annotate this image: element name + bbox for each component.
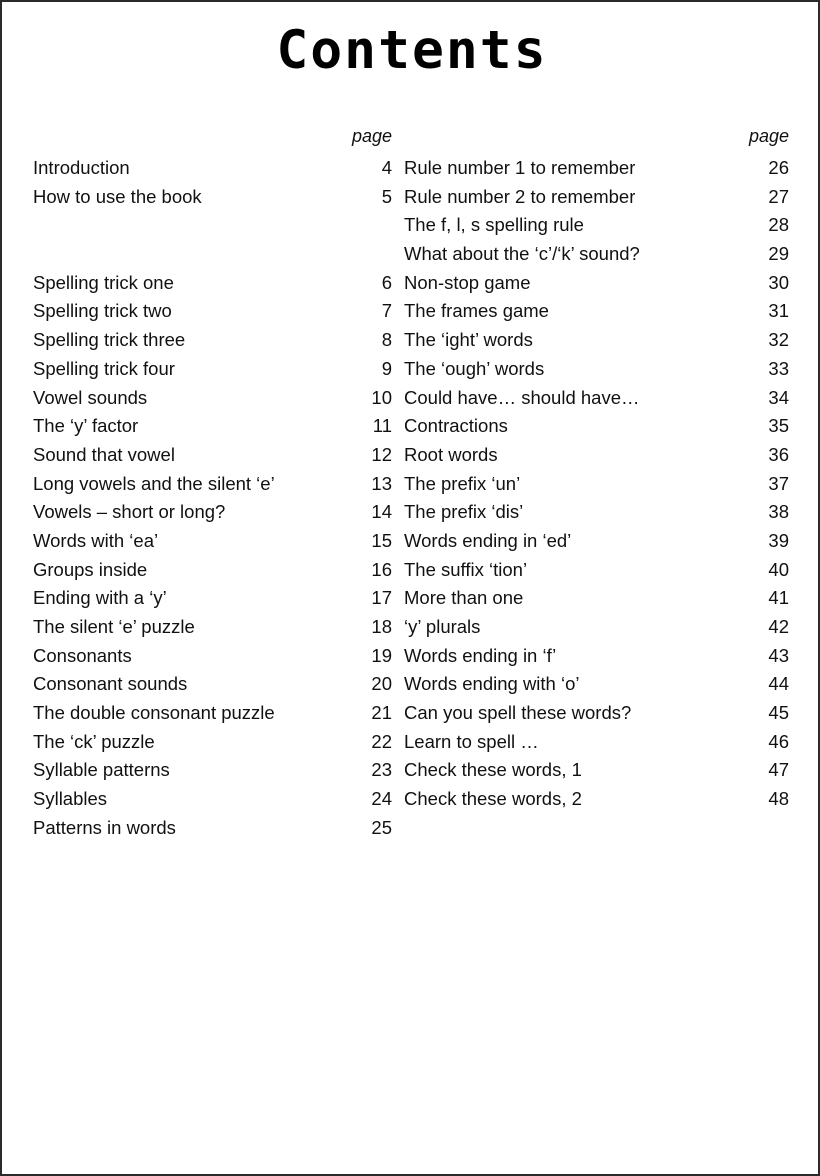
toc-entry-title: Words ending in ‘f’: [404, 644, 557, 666]
toc-entry-title: Long vowels and the silent ‘e’: [33, 472, 275, 494]
toc-entry-page-number: 34: [768, 386, 789, 408]
toc-entry-title: Rule number 1 to remember: [404, 157, 636, 178]
toc-entry[interactable]: [404, 728, 789, 757]
toc-entry[interactable]: [33, 584, 392, 613]
toc-entry[interactable]: [33, 670, 392, 699]
toc-entry-page-number: 15: [371, 529, 392, 551]
toc-entry-page-number: 38: [768, 501, 789, 523]
toc-entry[interactable]: [33, 412, 392, 441]
toc-entry-title: The f, l, s spelling rule: [404, 214, 584, 236]
toc-entry[interactable]: [404, 183, 789, 212]
toc-entry[interactable]: [404, 613, 789, 642]
toc-entry-page-number: 20: [371, 673, 392, 695]
toc-entry-page-number: 12: [371, 443, 392, 465]
toc-list-left: [33, 154, 392, 843]
toc-entry-page-number: 10: [371, 386, 392, 408]
toc-entry-page-number: 7: [381, 300, 392, 322]
toc-entry[interactable]: [404, 211, 789, 240]
toc-entry[interactable]: [33, 527, 392, 556]
toc-entry-page-number: 17: [371, 587, 392, 609]
toc-entry-title: Consonants: [33, 644, 132, 666]
toc-entry-title: The ‘ck’ puzzle: [33, 730, 155, 752]
toc-entry-page-number: 21: [371, 702, 392, 724]
toc-entry-page-number: 25: [371, 816, 392, 838]
toc-entry-title: Syllable patterns: [33, 759, 170, 781]
toc-entry-title: Consonant sounds: [33, 673, 188, 695]
toc-entry-page-number: 26: [768, 157, 789, 178]
toc-entry[interactable]: [404, 785, 789, 814]
toc-entry-page-number: 22: [371, 730, 392, 752]
toc-entry-title: The prefix ‘un’: [404, 472, 521, 494]
toc-entry-title: Learn to spell …: [404, 730, 539, 752]
toc-entry-page-number: 9: [381, 357, 392, 379]
toc-entry-title: The ‘ough’ words: [404, 357, 545, 379]
toc-entry[interactable]: [33, 154, 392, 183]
toc-entry-title: Rule number 2 to remember: [404, 185, 636, 207]
toc-entry[interactable]: [33, 785, 392, 814]
toc-entry-page-number: 44: [768, 673, 789, 695]
toc-list-right: [404, 154, 789, 814]
toc-entry-title: The suffix ‘tion’: [404, 558, 528, 580]
toc-entry-title: Sound that vowel: [33, 443, 175, 465]
toc-entry[interactable]: [33, 269, 392, 298]
toc-entry-title: What about the ‘c’/‘k’ sound?: [404, 243, 640, 265]
toc-entry-page-number: 39: [768, 529, 789, 551]
toc-entry-title: ‘y’ plurals: [404, 616, 481, 637]
toc-entry[interactable]: [33, 384, 392, 413]
toc-entry[interactable]: [33, 441, 392, 470]
toc-entry[interactable]: [33, 756, 392, 785]
toc-entry-title: Non-stop game: [404, 271, 531, 293]
toc-entry[interactable]: [404, 527, 789, 556]
table-of-contents: [2, 124, 820, 843]
toc-entry[interactable]: [404, 154, 789, 183]
toc-entry[interactable]: [404, 584, 789, 613]
toc-entry[interactable]: [404, 642, 789, 671]
toc-entry-page-number: 4: [381, 157, 392, 178]
toc-entry-page-number: 32: [768, 329, 789, 351]
toc-entry[interactable]: [404, 355, 789, 384]
toc-entry[interactable]: [33, 728, 392, 757]
toc-entry[interactable]: [404, 498, 789, 527]
toc-entry-page-number: 45: [768, 702, 789, 724]
toc-entry-page-number: 13: [371, 472, 392, 494]
toc-entry-title: Spelling trick one: [33, 271, 174, 293]
toc-entry-page-number: 24: [371, 788, 392, 810]
toc-entry-title: Root words: [404, 443, 498, 465]
toc-entry-title: Vowels – short or long?: [33, 501, 226, 523]
toc-entry-title: Syllables: [33, 788, 108, 810]
toc-entry-title: The silent ‘e’ puzzle: [33, 616, 195, 638]
toc-entry[interactable]: [404, 412, 789, 441]
toc-entry[interactable]: [404, 240, 789, 269]
toc-entry-page-number: 46: [768, 730, 789, 752]
toc-entry-title: The double consonant puzzle: [33, 702, 275, 724]
toc-entry-page-number: 19: [371, 644, 392, 666]
toc-entry[interactable]: [404, 269, 789, 298]
toc-entry-title: Could have… should have…: [404, 386, 640, 408]
toc-entry[interactable]: [33, 556, 392, 585]
toc-entry-page-number: 16: [371, 558, 392, 580]
toc-entry-page-number: 29: [768, 243, 789, 265]
toc-entry[interactable]: [33, 814, 392, 843]
toc-entry-title: More than one: [404, 587, 524, 609]
toc-entry-page-number: 43: [768, 644, 789, 666]
toc-entry[interactable]: [404, 556, 789, 585]
toc-entry-title: Spelling trick four: [33, 357, 175, 379]
toc-entry-title: Introduction: [33, 157, 130, 178]
toc-entry-page-number: 23: [371, 759, 392, 781]
toc-entry-title: Spelling trick two: [33, 300, 172, 322]
toc-entry[interactable]: [404, 297, 789, 326]
toc-entry-page-number: 48: [768, 788, 789, 810]
toc-entry-title: Check these words, 2: [404, 788, 582, 810]
toc-entry-page-number: 40: [768, 558, 789, 580]
toc-entry[interactable]: [404, 699, 789, 728]
toc-entry-page-number: 33: [768, 357, 789, 379]
toc-entry[interactable]: [33, 498, 392, 527]
toc-entry-page-number: 35: [768, 415, 789, 437]
toc-entry-title: Vowel sounds: [33, 386, 148, 408]
page-column-header: page: [748, 126, 789, 146]
toc-entry[interactable]: [33, 355, 392, 384]
toc-entry[interactable]: [404, 441, 789, 470]
toc-entry-title: Words with ‘ea’: [33, 529, 159, 551]
toc-entry[interactable]: [404, 470, 789, 499]
toc-entry-page-number: 41: [768, 587, 789, 609]
toc-entry-title: How to use the book: [33, 185, 202, 207]
toc-entry[interactable]: [404, 670, 789, 699]
toc-entry[interactable]: [33, 699, 392, 728]
toc-entry[interactable]: [33, 297, 392, 326]
toc-entry-title: Check these words, 1: [404, 759, 582, 781]
toc-entry-page-number: 5: [381, 185, 392, 207]
toc-entry[interactable]: [33, 642, 392, 671]
toc-entry-page-number: 6: [381, 271, 392, 293]
toc-entry-title: The prefix ‘dis’: [404, 501, 524, 523]
toc-entry-page-number: 30: [768, 271, 789, 293]
toc-entry-title: Patterns in words: [33, 816, 176, 838]
toc-entry[interactable]: [404, 384, 789, 413]
toc-entry-page-number: 8: [381, 329, 392, 351]
toc-entry-title: The ‘ight’ words: [404, 329, 533, 351]
toc-entry-title: Can you spell these words?: [404, 702, 632, 724]
toc-entry-title: Groups inside: [33, 558, 148, 580]
toc-group-spacer: [33, 211, 392, 268]
toc-column-right: [395, 124, 820, 814]
toc-entry-page-number: 14: [371, 501, 392, 523]
toc-entry[interactable]: [33, 183, 392, 212]
toc-entry-title: Ending with a ‘y’: [33, 587, 167, 609]
toc-entry-page-number: 28: [768, 214, 789, 236]
toc-entry-page-number: 27: [768, 185, 789, 207]
toc-entry[interactable]: [33, 326, 392, 355]
toc-entry-page-number: 31: [768, 300, 789, 322]
page-column-header: page: [351, 126, 392, 146]
toc-entry-title: Contractions: [404, 415, 508, 437]
toc-column-left: [2, 124, 395, 843]
toc-entry-title: The ‘y’ factor: [33, 415, 139, 437]
toc-entry-page-number: 47: [768, 759, 789, 781]
page-title: Contents: [276, 20, 548, 81]
toc-entry-page-number: 18: [371, 616, 392, 638]
toc-entry-page-number: 11: [372, 415, 392, 437]
toc-entry[interactable]: [404, 326, 789, 355]
toc-entry-title: The frames game: [404, 300, 549, 322]
toc-entry[interactable]: [33, 470, 392, 499]
toc-entry[interactable]: [404, 756, 789, 785]
toc-entry-page-number: 37: [768, 472, 789, 494]
toc-entry-title: Spelling trick three: [33, 329, 186, 351]
toc-entry-page-number: 36: [768, 443, 789, 465]
toc-entry[interactable]: [33, 613, 392, 642]
toc-entry-page-number: 42: [768, 616, 789, 637]
toc-entry-title: Words ending with ‘o’: [404, 673, 580, 695]
toc-entry-title: Words ending in ‘ed’: [404, 529, 572, 551]
